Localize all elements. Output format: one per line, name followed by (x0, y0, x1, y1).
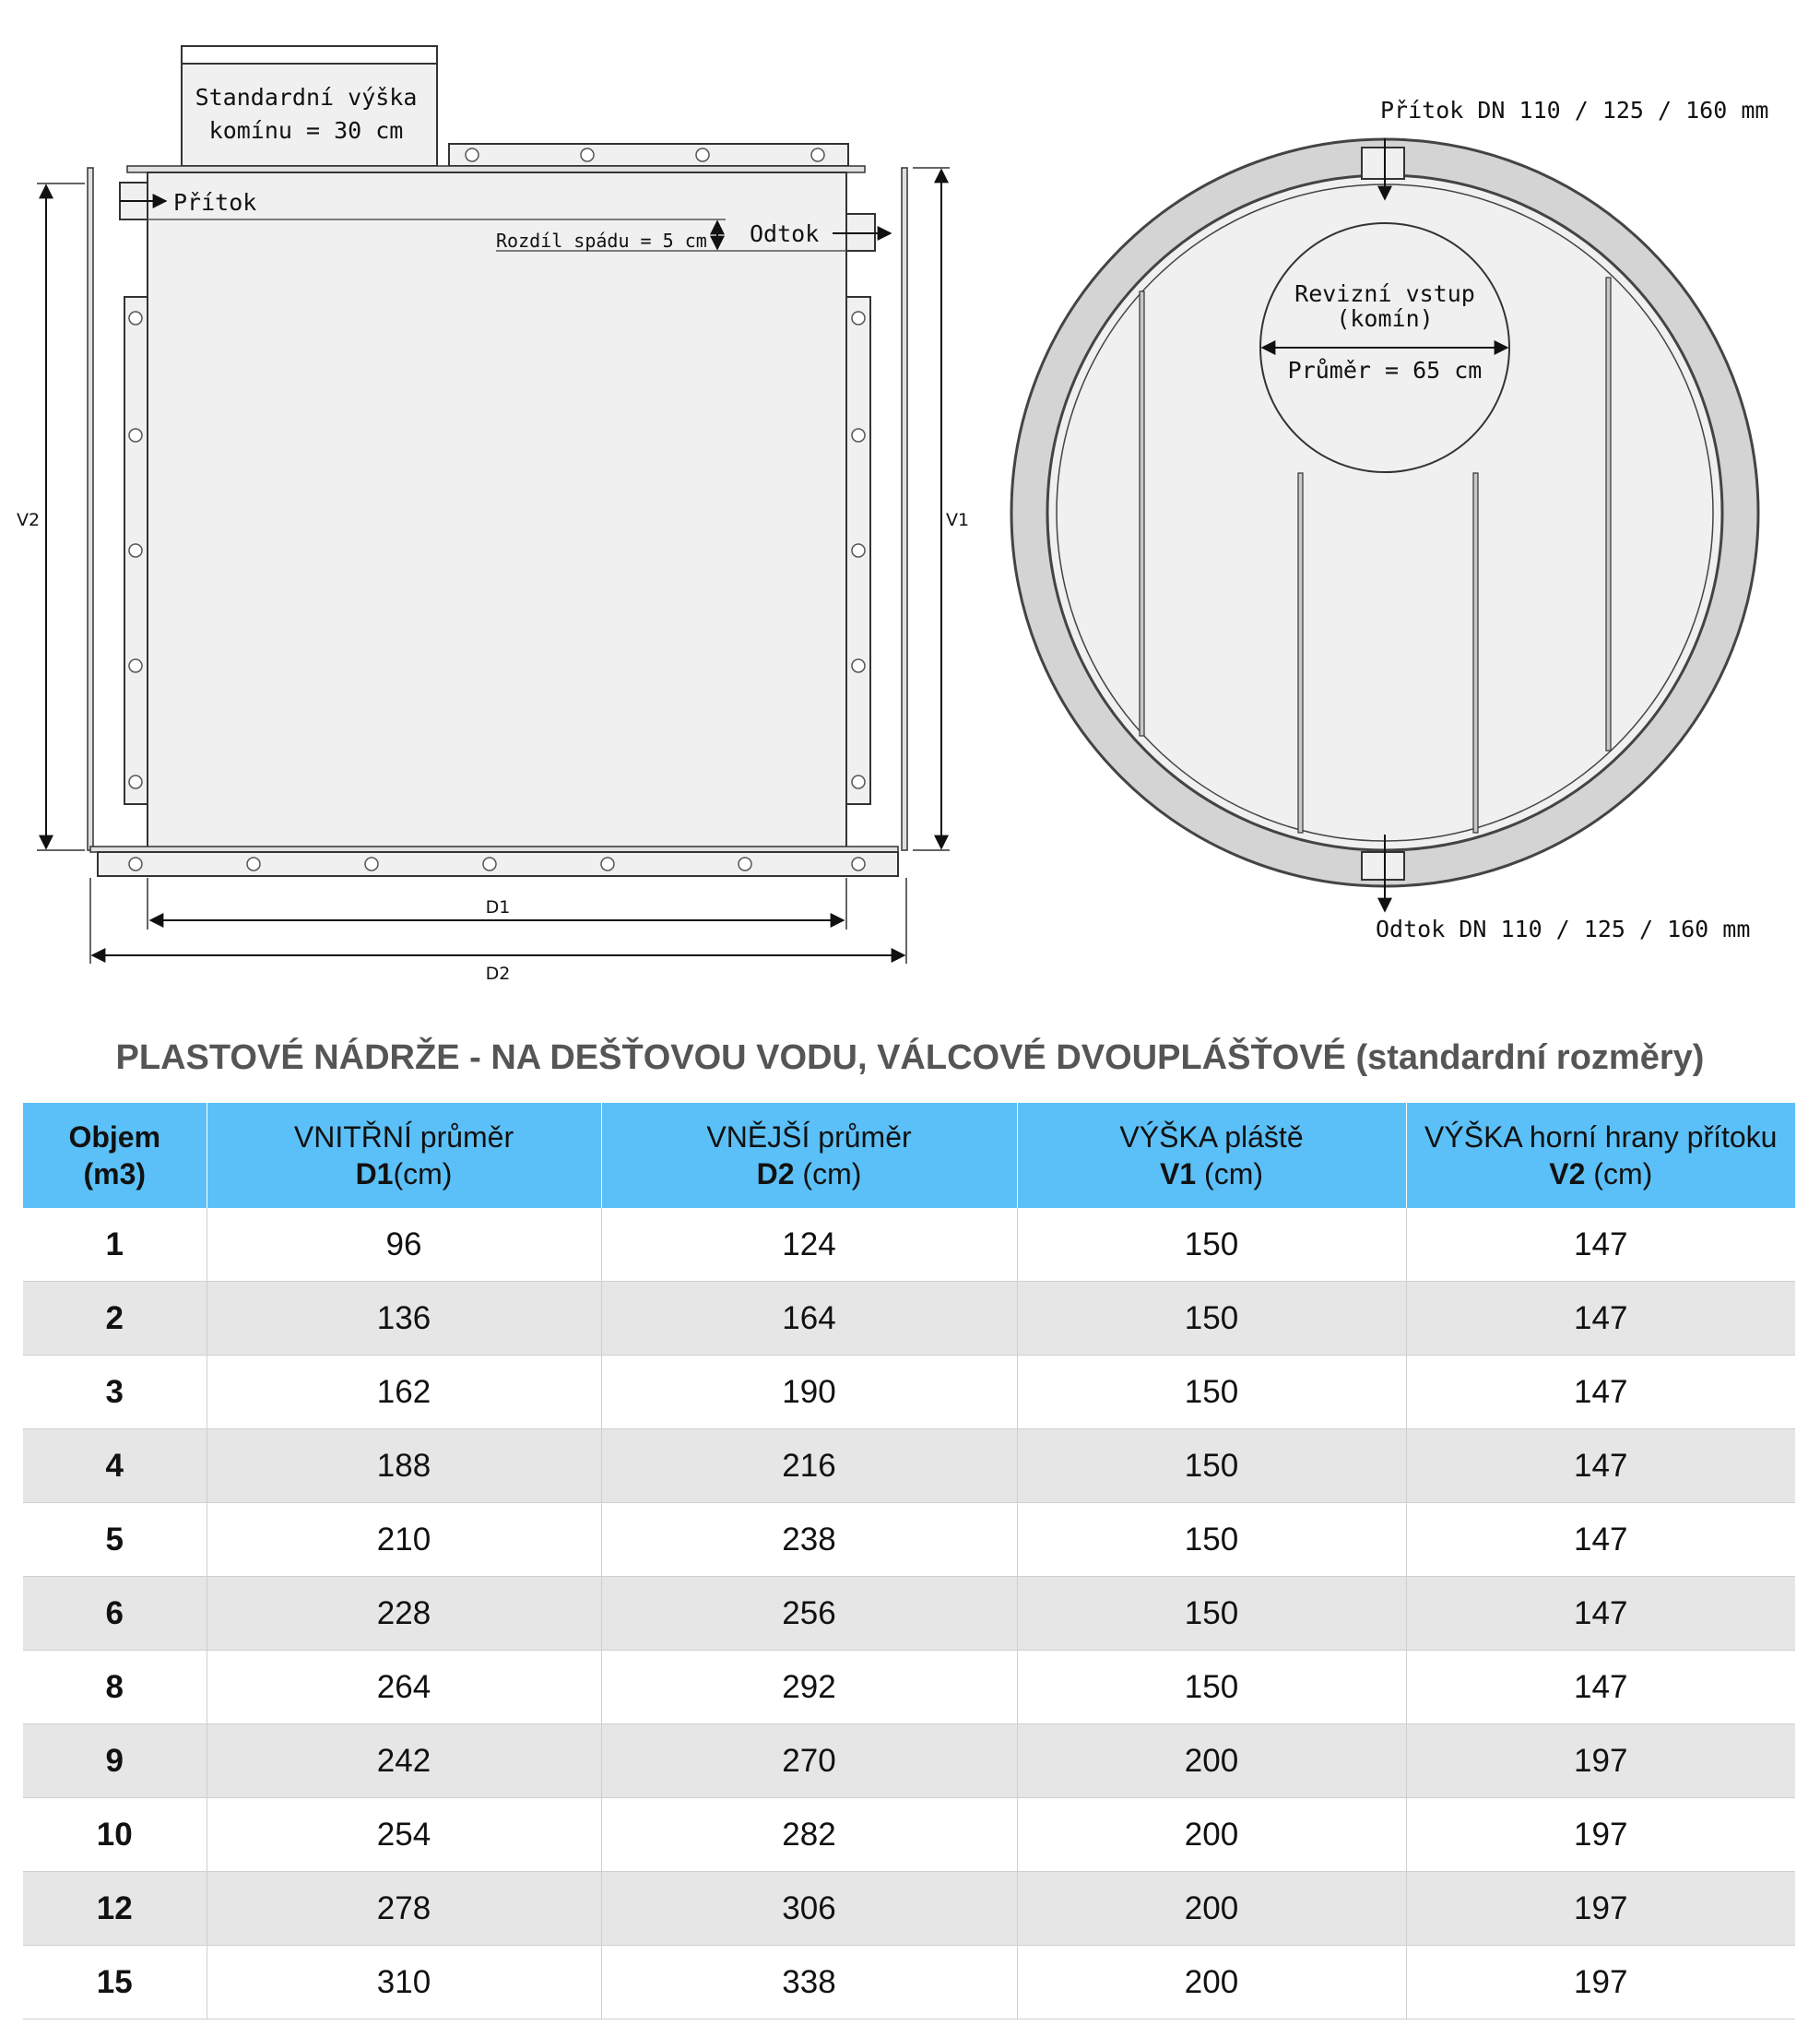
manhole-label-2: (komín) (1336, 305, 1434, 332)
volume-cell: 15 (23, 1946, 207, 2019)
table-cell: 147 (1406, 1282, 1795, 1356)
bolt-hole (696, 148, 709, 161)
outflow-port-label: Odtok DN 110 / 125 / 160 mm (1376, 916, 1751, 942)
column-header (1406, 1103, 1795, 1208)
volume-cell: 6 (23, 1577, 207, 1651)
table-cell: 150 (1017, 1429, 1406, 1503)
column-header-symbol: V2 (1549, 1157, 1586, 1190)
table-cell: 238 (601, 1503, 1017, 1577)
table-cell: 264 (207, 1651, 601, 1724)
chimney-label-2: komínu = 30 cm (208, 117, 404, 144)
column-header-unit: (cm) (794, 1157, 862, 1190)
table-cell: 147 (1406, 1208, 1795, 1282)
table-cell: 162 (207, 1356, 601, 1429)
column-header (23, 1103, 207, 1208)
manhole-label-1: Revizní vstup (1294, 280, 1475, 307)
volume-cell: 9 (23, 1724, 207, 1798)
d2-label: D2 (485, 964, 511, 984)
table-row (23, 1282, 1795, 1356)
v2-label: V2 (17, 510, 41, 530)
volume-cell: 1 (23, 1208, 207, 1282)
top-view (1011, 97, 1768, 942)
inner-rib (1298, 473, 1303, 833)
table-cell: 200 (1017, 1798, 1406, 1872)
table-cell: 282 (601, 1798, 1017, 1872)
manhole-label-3: Průměr = 65 cm (1287, 357, 1483, 384)
table-row (23, 1503, 1795, 1577)
column-header (207, 1103, 601, 1208)
table-cell: 197 (1406, 1724, 1795, 1798)
inflow-port (1362, 148, 1404, 179)
drop-label: Rozdíl spádu = 5 cm (496, 230, 707, 252)
column-header-symbol: V1 (1160, 1157, 1197, 1190)
volume-cell: 2 (23, 1282, 207, 1356)
bolt-hole (581, 148, 594, 161)
inflow-port-label: Přítok DN 110 / 125 / 160 mm (1380, 97, 1769, 124)
column-header-symbol: (m3) (83, 1157, 147, 1190)
table-cell: 150 (1017, 1282, 1406, 1356)
table-title: PLASTOVÉ NÁDRŽE - NA DEŠŤOVOU VODU, VÁLCOVÉ DVOUPLÁŠŤOVÉ (standardní rozměry) (115, 1038, 1705, 1077)
header-row (23, 1103, 1795, 1208)
table-cell: 200 (1017, 1946, 1406, 2019)
volume-cell: 4 (23, 1429, 207, 1503)
table-cell: 124 (601, 1208, 1017, 1282)
outer-wall-right (902, 168, 907, 850)
table-cell: 147 (1406, 1429, 1795, 1503)
table-cell: 150 (1017, 1577, 1406, 1651)
volume-cell: 12 (23, 1872, 207, 1946)
table-row (23, 1208, 1795, 1282)
table-cell: 197 (1406, 1946, 1795, 2019)
outflow-label: Odtok (750, 220, 820, 247)
column-header-unit: (cm) (1585, 1157, 1653, 1190)
table-cell: 216 (601, 1429, 1017, 1503)
table-cell: 96 (207, 1208, 601, 1282)
table-cell: 242 (207, 1724, 601, 1798)
outer-wall-left (88, 168, 93, 850)
chimney-label-1: Standardní výška (195, 84, 418, 111)
column-header-line1: VÝŠKA horní hrany přítoku (1424, 1120, 1778, 1154)
chimney-cap (182, 46, 437, 64)
table-row (23, 1872, 1795, 1946)
table-row (23, 1429, 1795, 1503)
side-view (17, 46, 969, 984)
table-row (23, 1724, 1795, 1798)
inner-tank (148, 172, 846, 848)
base-flange (98, 852, 898, 876)
table-cell: 150 (1017, 1503, 1406, 1577)
table-cell: 310 (207, 1946, 601, 2019)
table-cell: 197 (1406, 1798, 1795, 1872)
column-header-line1: VNITŘNÍ průměr (293, 1120, 514, 1154)
inner-rib (1473, 473, 1478, 833)
inner-rib (1606, 278, 1611, 751)
volume-cell: 8 (23, 1651, 207, 1724)
spec-table (23, 1103, 1795, 2019)
tank-diagram (0, 0, 1820, 1014)
table-row (23, 1798, 1795, 1872)
d1-label: D1 (485, 897, 511, 918)
volume-cell: 10 (23, 1798, 207, 1872)
table-cell: 306 (601, 1872, 1017, 1946)
table-row (23, 1946, 1795, 2019)
v1-label: V1 (946, 510, 970, 530)
table-cell: 292 (601, 1651, 1017, 1724)
column-header (601, 1103, 1017, 1208)
inflow-label: Přítok (173, 189, 257, 216)
table-cell: 136 (207, 1282, 601, 1356)
table-cell: 188 (207, 1429, 601, 1503)
outflow-port (1362, 852, 1404, 880)
table-row (23, 1577, 1795, 1651)
table-cell: 147 (1406, 1651, 1795, 1724)
bolt-hole (811, 148, 824, 161)
column-header-symbol: D2 (756, 1157, 795, 1190)
table-cell: 210 (207, 1503, 601, 1577)
table-cell: 190 (601, 1356, 1017, 1429)
table-cell: 270 (601, 1724, 1017, 1798)
column-header-line1: VNĚJŠÍ průměr (706, 1120, 912, 1154)
table-cell: 150 (1017, 1356, 1406, 1429)
table-cell: 147 (1406, 1503, 1795, 1577)
lid-plate (127, 166, 865, 172)
column-header-unit: (cm) (1196, 1157, 1263, 1190)
table-cell: 228 (207, 1577, 601, 1651)
table-cell: 150 (1017, 1651, 1406, 1724)
table-row (23, 1651, 1795, 1724)
column-header (1017, 1103, 1406, 1208)
column-header-symbol: D1 (355, 1157, 394, 1190)
bolt-hole (466, 148, 479, 161)
column-header-line1: Objem (68, 1120, 161, 1154)
table-cell: 147 (1406, 1356, 1795, 1429)
table-body (23, 1208, 1795, 2019)
volume-cell: 5 (23, 1503, 207, 1577)
table-row (23, 1356, 1795, 1429)
column-header-unit: (cm) (393, 1157, 453, 1190)
inner-rib (1140, 291, 1144, 736)
column-header-line1: VÝŠKA pláště (1119, 1120, 1304, 1154)
table-cell: 200 (1017, 1724, 1406, 1798)
table-cell: 256 (601, 1577, 1017, 1651)
table-cell: 254 (207, 1798, 601, 1872)
volume-cell: 3 (23, 1356, 207, 1429)
table-cell: 147 (1406, 1577, 1795, 1651)
table-cell: 338 (601, 1946, 1017, 2019)
top-flange (449, 144, 848, 166)
table-cell: 164 (601, 1282, 1017, 1356)
table-cell: 278 (207, 1872, 601, 1946)
table-cell: 200 (1017, 1872, 1406, 1946)
table-cell: 150 (1017, 1208, 1406, 1282)
table-cell: 197 (1406, 1872, 1795, 1946)
